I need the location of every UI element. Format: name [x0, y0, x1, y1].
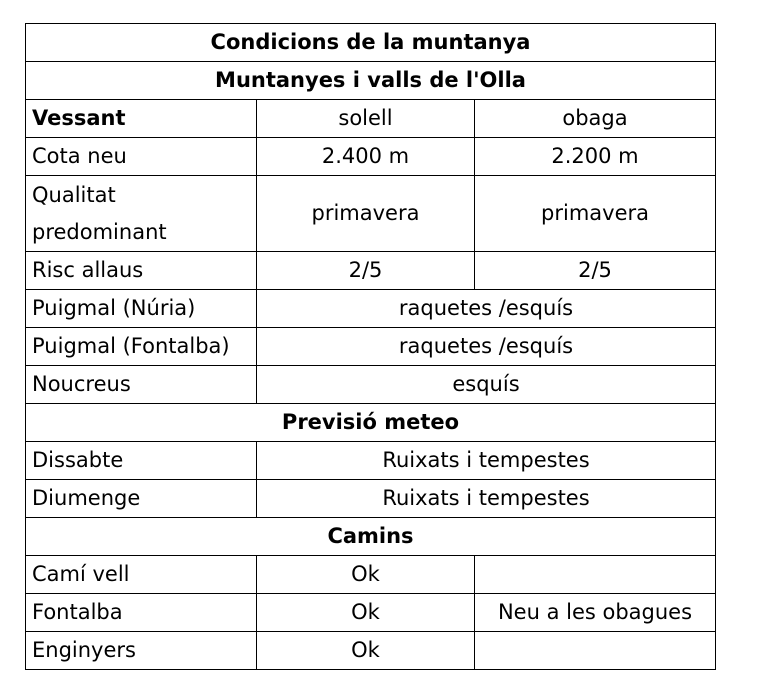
- cell-access: raquetes /esquís: [257, 328, 716, 366]
- table-row: [26, 480, 716, 518]
- cell-path-note: [475, 556, 716, 594]
- row-label: Enginyers: [26, 632, 257, 670]
- slope-header-label: Vessant: [26, 100, 257, 138]
- cell-solell: 2/5: [257, 252, 475, 290]
- row-label: Puigmal (Fontalba): [26, 328, 257, 366]
- row-label: Diumenge: [26, 480, 257, 518]
- table-title: Condicions de la muntanya: [26, 24, 716, 62]
- cell-path-note: [475, 632, 716, 670]
- table-row: [26, 290, 716, 328]
- slope-header-obaga: obaga: [475, 100, 716, 138]
- cell-obaga: 2/5: [475, 252, 716, 290]
- cell-access: raquetes /esquís: [257, 290, 716, 328]
- table-row: [26, 176, 716, 252]
- paths-section-row: [26, 518, 716, 556]
- weather-section-row: [26, 404, 716, 442]
- cell-path-status: Ok: [257, 632, 475, 670]
- cell-forecast: Ruixats i tempestes: [257, 480, 716, 518]
- row-label: Cota neu: [26, 138, 257, 176]
- slope-header-row: [26, 100, 716, 138]
- row-label: Dissabte: [26, 442, 257, 480]
- slope-header-solell: solell: [257, 100, 475, 138]
- weather-section-heading: Previsió meteo: [26, 404, 716, 442]
- table-row: [26, 252, 716, 290]
- cell-obaga: 2.200 m: [475, 138, 716, 176]
- cell-access: esquís: [257, 366, 716, 404]
- table-row: [26, 442, 716, 480]
- table-row: [26, 328, 716, 366]
- cell-solell: 2.400 m: [257, 138, 475, 176]
- cell-path-note: Neu a les obagues: [475, 594, 716, 632]
- mountain-conditions-table: [25, 23, 716, 670]
- row-label: Camí vell: [26, 556, 257, 594]
- cell-path-status: Ok: [257, 594, 475, 632]
- row-label: Risc allaus: [26, 252, 257, 290]
- table-row: [26, 556, 716, 594]
- title-row: [26, 24, 716, 62]
- table-subtitle: Muntanyes i valls de l'Olla: [26, 62, 716, 100]
- row-label: Puigmal (Núria): [26, 290, 257, 328]
- row-label: Noucreus: [26, 366, 257, 404]
- cell-forecast: Ruixats i tempestes: [257, 442, 716, 480]
- table-row: [26, 366, 716, 404]
- table-row: [26, 138, 716, 176]
- subtitle-row: [26, 62, 716, 100]
- table-row: [26, 594, 716, 632]
- paths-section-heading: Camins: [26, 518, 716, 556]
- cell-obaga: primavera: [475, 176, 716, 252]
- cell-path-status: Ok: [257, 556, 475, 594]
- row-label: Fontalba: [26, 594, 257, 632]
- row-label: Qualitat predominant: [26, 176, 257, 252]
- table-row: [26, 632, 716, 670]
- cell-solell: primavera: [257, 176, 475, 252]
